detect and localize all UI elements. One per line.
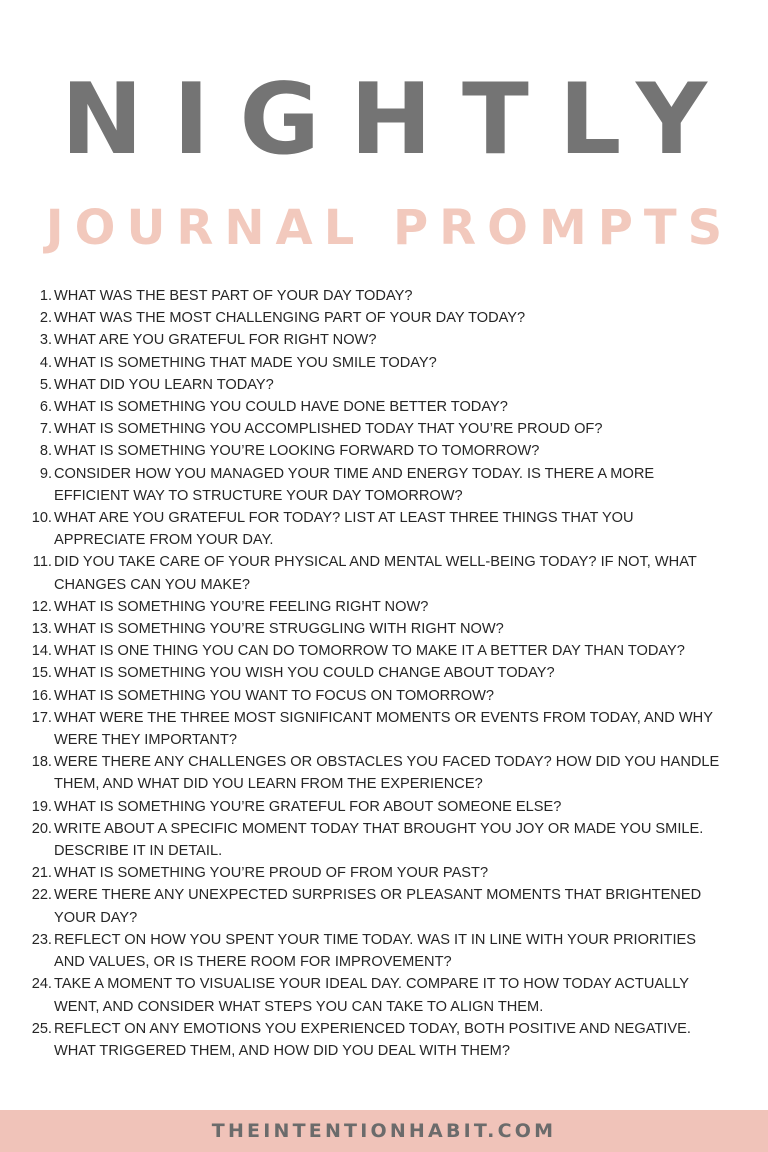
prompt-number: 23. — [31, 931, 52, 948]
prompt-text: WHAT IS SOMETHING YOU ACCOMPLISHED TODAY THAT YOU’RE PROUD OF? — [54, 421, 603, 438]
prompt-number: 6. — [39, 399, 52, 416]
prompt-number: 22. — [31, 887, 52, 904]
prompt-number: 8. — [39, 443, 52, 460]
prompt-number: 24. — [31, 976, 52, 993]
prompt-number: 18. — [31, 754, 52, 771]
prompt-number: 1. — [39, 288, 52, 304]
prompt-text: WHAT DID YOU LEARN TODAY? — [54, 376, 274, 393]
prompt-text: DID YOU TAKE CARE OF YOUR PHYSICAL AND MENTAL WELL-BEING TODAY? IF NOT, WHAT CHANGES CAN YOU MAKE? — [54, 554, 697, 593]
list-item — [28, 551, 758, 595]
list-item — [28, 707, 758, 751]
footer-band — [0, 1110, 768, 1152]
prompt-text: WERE THERE ANY UNEXPECTED SURPRISES OR PLEASANT MOMENTS THAT BRIGHTENED YOUR DAY? — [54, 887, 702, 926]
prompt-text: WHAT IS SOMETHING YOU COULD HAVE DONE BETTER TODAY? — [54, 399, 508, 416]
prompt-text: REFLECT ON HOW YOU SPENT YOUR TIME TODAY. WAS IT IN LINE WITH YOUR PRIORITIES AND VALUES, OR IS THERE ROOM FOR IMPROVEMENT? — [54, 931, 696, 971]
footer-website: THEINTENTIONHABIT.COM — [211, 1120, 557, 1142]
list-item — [28, 307, 758, 329]
prompt-number: 21. — [31, 865, 52, 882]
list-item — [28, 440, 758, 462]
prompt-text: CONSIDER HOW YOU MANAGED YOUR TIME AND ENERGY TODAY. IS THERE A MORE EFFICIENT WAY TO STRUCTURE YOUR DAY TOMORROW? — [54, 465, 655, 504]
prompt-text: WERE THERE ANY CHALLENGES OR OBSTACLES YOU FACED TODAY? HOW DID YOU HANDLE THEM, AND WHAT DID YOU LEARN FROM THE EXPERIENCE? — [54, 754, 720, 793]
list-item — [28, 685, 758, 707]
prompt-text: WHAT IS ONE THING YOU CAN DO TOMORROW TO MAKE IT A BETTER DAY THAN TODAY? — [54, 643, 685, 660]
prompt-number: 12. — [31, 598, 52, 615]
list-item — [28, 418, 758, 440]
prompt-number: 10. — [31, 510, 52, 527]
list-item — [28, 329, 758, 351]
list-item — [28, 396, 758, 418]
prompt-number: 4. — [39, 354, 52, 371]
list-item — [28, 862, 758, 884]
list-item — [28, 285, 758, 307]
prompt-number: 20. — [31, 820, 52, 837]
prompt-text: WHAT IS SOMETHING YOU’RE LOOKING FORWARD TO TOMORROW? — [54, 443, 540, 460]
list-item — [28, 884, 758, 928]
list-item — [28, 818, 758, 862]
prompt-number: 3. — [39, 332, 52, 349]
prompt-text: WRITE ABOUT A SPECIFIC MOMENT TODAY THAT BROUGHT YOU JOY OR MADE YOU SMILE. DESCRIBE IT IN DETAIL. — [54, 820, 704, 860]
prompt-text: WHAT IS SOMETHING THAT MADE YOU SMILE TODAY? — [54, 354, 437, 371]
prompt-text: TAKE A MOMENT TO VISUALISE YOUR IDEAL DAY. COMPARE IT TO HOW TODAY ACTUALLY WENT, AND CONSIDER WHAT STEPS YOU CAN TAKE TO ALIGN THEM. — [54, 976, 690, 1015]
prompt-number: 13. — [31, 621, 52, 638]
prompt-number: 17. — [31, 709, 52, 726]
prompt-text: WHAT WAS THE MOST CHALLENGING PART OF YOUR DAY TODAY? — [54, 310, 526, 327]
list-item — [28, 1018, 758, 1062]
list-item — [28, 662, 758, 684]
prompt-text: WHAT IS SOMETHING YOU WANT TO FOCUS ON TOMORROW? — [54, 687, 495, 704]
page-title: NIGHTLY — [61, 63, 737, 177]
prompt-number: 5. — [39, 376, 52, 393]
prompt-text: WHAT ARE YOU GRATEFUL FOR RIGHT NOW? — [54, 332, 377, 349]
prompt-number: 11. — [32, 554, 52, 571]
prompt-number: 19. — [31, 798, 52, 815]
prompt-text: WHAT IS SOMETHING YOU’RE FEELING RIGHT NOW? — [54, 598, 429, 615]
prompt-number: 2. — [39, 310, 52, 327]
prompt-number: 7. — [39, 421, 52, 438]
list-item — [28, 463, 758, 507]
list-item — [28, 796, 758, 818]
list-item — [28, 374, 758, 396]
page-subtitle: JOURNAL PROMPTS — [45, 200, 734, 256]
list-item — [28, 596, 758, 618]
prompt-number: 25. — [31, 1020, 52, 1037]
prompt-text: WHAT IS SOMETHING YOU’RE PROUD OF FROM YOUR PAST? — [54, 865, 489, 882]
list-item — [28, 507, 758, 551]
list-item — [28, 973, 758, 1017]
prompt-text: WHAT WERE THE THREE MOST SIGNIFICANT MOMENTS OR EVENTS FROM TODAY, AND WHY WERE THEY IMPORTANT? — [54, 709, 713, 749]
list-item — [28, 618, 758, 640]
prompt-text: WHAT IS SOMETHING YOU WISH YOU COULD CHANGE ABOUT TODAY? — [54, 665, 555, 682]
prompt-text: WHAT ARE YOU GRATEFUL FOR TODAY? LIST AT LEAST THREE THINGS THAT YOU APPRECIATE FROM YOUR DAY. — [54, 510, 634, 549]
prompt-number: 9. — [39, 465, 52, 482]
prompt-number: 15. — [31, 665, 52, 682]
prompt-number: 16. — [31, 687, 52, 704]
prompt-text: WHAT IS SOMETHING YOU’RE GRATEFUL FOR ABOUT SOMEONE ELSE? — [54, 798, 562, 815]
prompt-number: 14. — [31, 643, 52, 660]
list-item — [28, 929, 758, 973]
prompt-text: WHAT IS SOMETHING YOU’RE STRUGGLING WITH RIGHT NOW? — [54, 621, 504, 638]
list-item — [28, 640, 758, 662]
list-item — [28, 352, 758, 374]
prompt-text: WHAT WAS THE BEST PART OF YOUR DAY TODAY? — [54, 288, 413, 304]
prompt-list — [28, 285, 758, 1062]
prompt-text: REFLECT ON ANY EMOTIONS YOU EXPERIENCED TODAY, BOTH POSITIVE AND NEGATIVE. WHAT TRIGGERED THEM, AND HOW DID YOU DEAL WITH THEM? — [54, 1020, 691, 1059]
list-item — [28, 751, 758, 795]
